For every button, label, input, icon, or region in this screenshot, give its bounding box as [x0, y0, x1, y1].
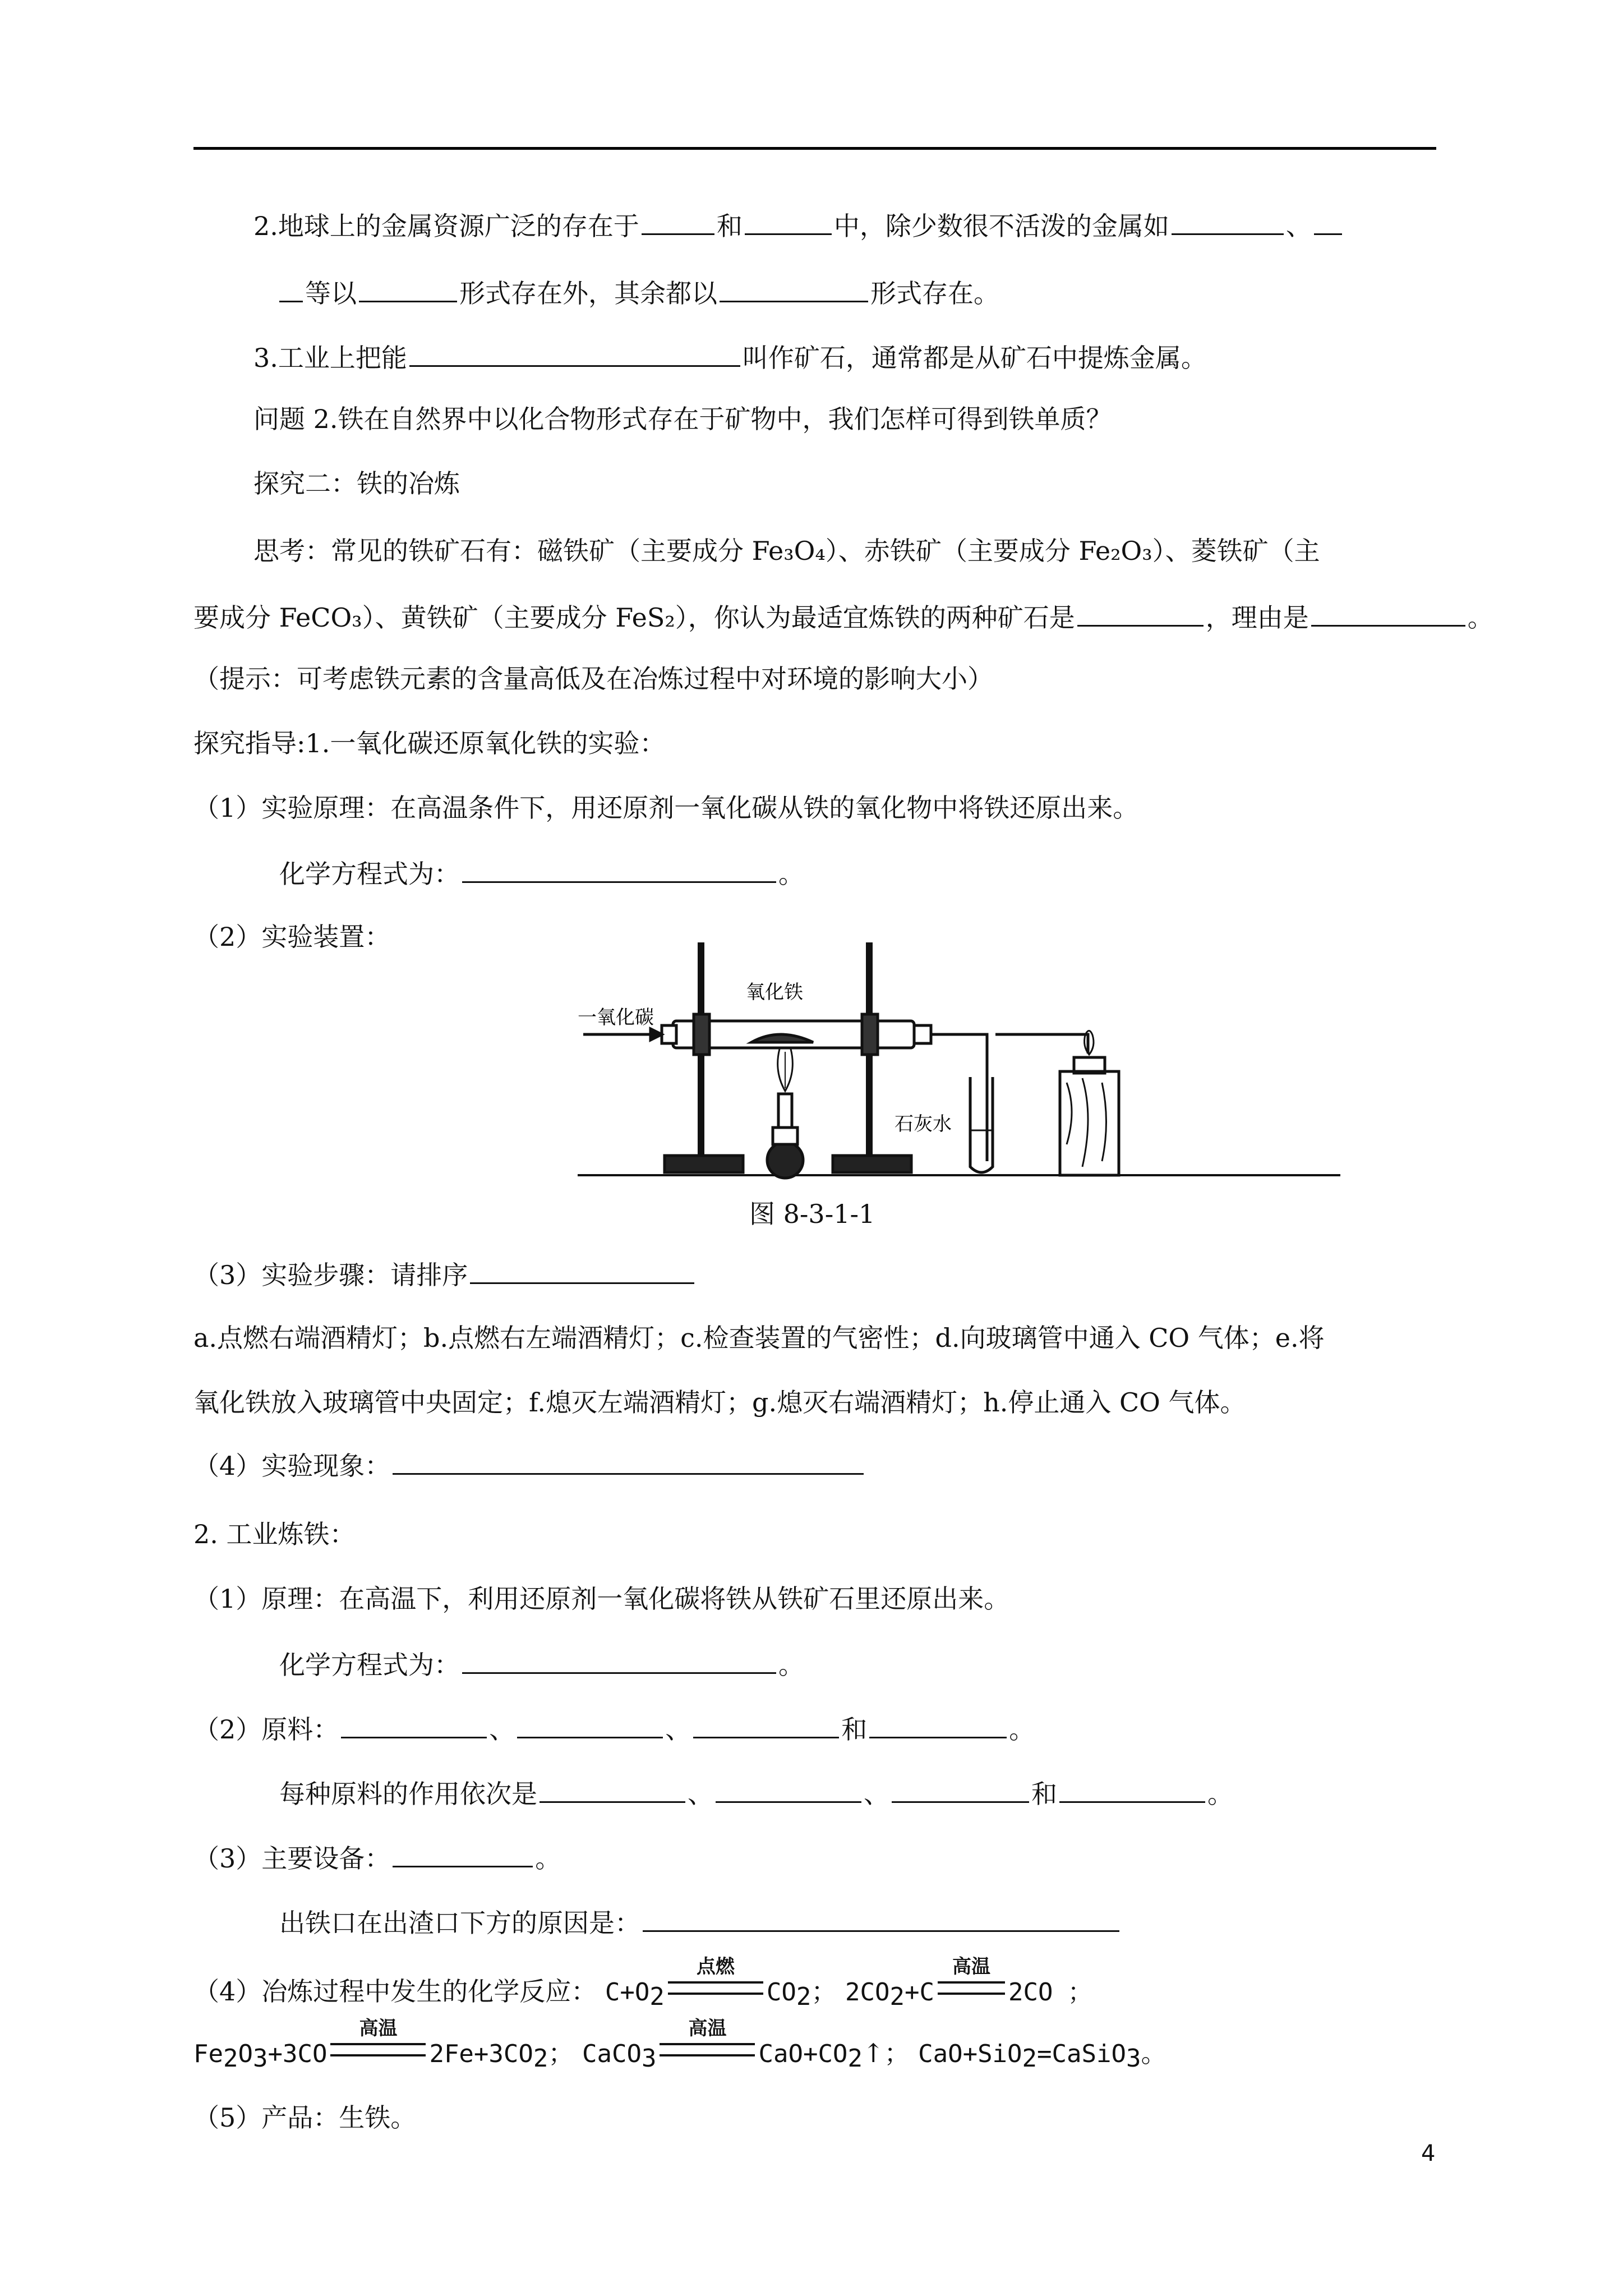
text-line-22: （3）主要设备： 。 — [193, 1840, 561, 1874]
text-line-5: 探究二：铁的冶炼 — [253, 468, 460, 499]
condition-high-temp: 高温 — [330, 2036, 426, 2070]
blank[interactable] — [745, 208, 832, 235]
text-line-1: 2.地球上的金属资源广泛的存在于 和 中，除少数很不活泼的金属如 、 — [253, 208, 1344, 241]
blank[interactable] — [693, 1711, 839, 1738]
figure-caption: 图 8-3-1-1 — [749, 1199, 875, 1229]
text-line-9: 探究指导:1.一氧化碳还原氧化铁的实验： — [193, 728, 666, 758]
header-rule — [193, 147, 1436, 150]
blank[interactable] — [393, 1840, 533, 1867]
blank[interactable] — [1059, 1775, 1205, 1803]
text-line-14: a.点燃右端酒精灯；b.点燃右左端酒精灯；c.检查装置的气密性；d.向玻璃管中通入 CO 气体；e.将 — [193, 1323, 1325, 1353]
label-limewater: 石灰水 — [895, 1113, 952, 1135]
text-line-24: （4）冶炼过程中发生的化学反应： $C+O_2$ 点燃 $CO_2$； $2CO_2+C$ 高温 2CO ； — [193, 1955, 1092, 2011]
text-line-8: （提示：可考虑铁元素的含量高低及在冶炼过程中对环境的影响大小） — [193, 664, 993, 694]
blank[interactable] — [341, 1711, 487, 1738]
text-line-16: （4）实验现象： — [193, 1447, 866, 1481]
apparatus-figure — [578, 931, 1346, 1184]
blank[interactable] — [643, 1904, 1119, 1932]
blank[interactable] — [869, 1711, 1007, 1738]
blank[interactable] — [393, 1447, 864, 1475]
blank[interactable] — [720, 275, 868, 302]
blank[interactable] — [359, 275, 457, 302]
text-line-17: 2. 工业炼铁： — [193, 1519, 356, 1549]
blank[interactable] — [462, 855, 776, 883]
text-line-15: 氧化铁放入玻璃管中央固定；f.熄灭左端酒精灯；g.熄灭右端酒精灯；h.停止通入 CO 气体。 — [193, 1387, 1246, 1418]
blank[interactable] — [470, 1257, 694, 1284]
label-co: 一氧化碳 — [578, 1006, 654, 1029]
text-line-3: 3.工业上把能 叫作矿石，通常都是从矿石中提炼金属。 — [253, 339, 1207, 373]
blank[interactable] — [517, 1711, 663, 1738]
blank[interactable] — [540, 1775, 685, 1803]
text-line-26: （5）产品：生铁。 — [193, 2102, 417, 2133]
condition-high-temp: 高温 — [660, 2036, 755, 2070]
blank[interactable] — [1077, 599, 1204, 627]
text-line-2: 等以 形式存在外，其余都以 形式存在。 — [279, 275, 999, 309]
text-line-11: 化学方程式为： 。 — [279, 855, 804, 889]
text-line-20: （2）原料： 、 、 和 。 — [193, 1711, 1035, 1745]
text-line-6: 思考：常见的铁矿石有：磁铁矿（主要成分 Fe₃O₄）、赤铁矿（主要成分 Fe₂O₃）、菱铁矿（主 — [253, 536, 1320, 566]
text-line-12: （2）实验装置： — [193, 922, 391, 952]
blank[interactable] — [1311, 599, 1465, 627]
text-line-23: 出铁口在出渣口下方的原因是： — [279, 1904, 1122, 1938]
text-line-10: （1）实验原理：在高温条件下，用还原剂一氧化碳从铁的氧化物中将铁还原出来。 — [193, 793, 1139, 823]
blank[interactable] — [409, 339, 740, 367]
blank[interactable] — [1172, 208, 1284, 235]
condition-high-temp: 高温 — [938, 1975, 1005, 2008]
blank[interactable] — [716, 1775, 861, 1803]
page-number: 4 — [1421, 2141, 1436, 2166]
blank[interactable] — [642, 208, 714, 235]
text-line-4: 问题 2.铁在自然界中以化合物形式存在于矿物中，我们怎样可得到铁单质？ — [253, 404, 1112, 434]
blank[interactable] — [1314, 208, 1342, 235]
blank[interactable] — [892, 1775, 1029, 1803]
text-line-7: 要成分 FeCO₃）、黄铁矿（主要成分 FeS₂），你认为最适宜炼铁的两种矿石是 ，理由是 。 — [193, 599, 1493, 633]
text-line-19: 化学方程式为： 。 — [279, 1646, 804, 1680]
label-iron-oxide: 氧化铁 — [746, 981, 803, 1004]
text-line-18: （1）原理：在高温下，利用还原剂一氧化碳将铁从铁矿石里还原出来。 — [193, 1584, 1010, 1614]
blank[interactable] — [462, 1646, 776, 1674]
condition-ignite: 点燃 — [668, 1975, 763, 2008]
blank[interactable] — [279, 275, 303, 302]
text-line-13: （3）实验步骤：请排序 — [193, 1257, 697, 1290]
text-line-21: 每种原料的作用依次是 、 、 和 。 — [279, 1775, 1233, 1809]
text-line-25: $Fe_2O_3+3CO$ 高温 $2Fe+3CO_2$； CaCO$_3$ 高温 $CaO+CO_2↑$； CaO+SiO$_2$=CaSiO$_3$。 — [193, 2017, 1167, 2073]
